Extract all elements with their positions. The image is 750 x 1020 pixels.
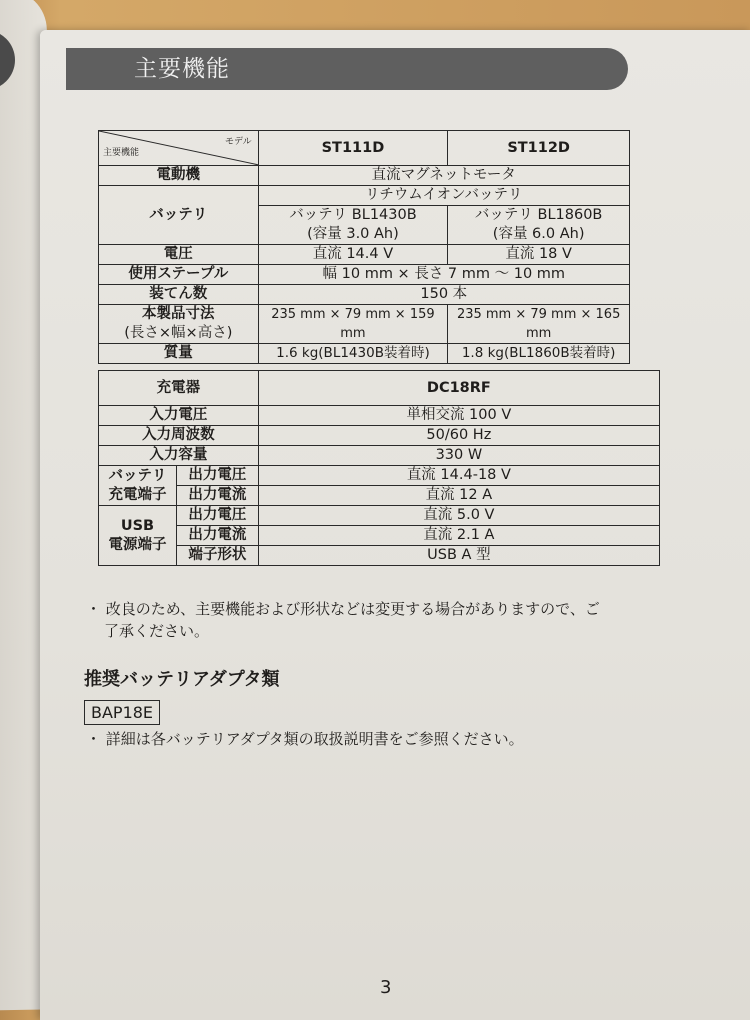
motor-label: 電動機 — [99, 166, 259, 186]
staple-value: 幅 10 mm × 長さ 7 mm ～ 10 mm — [258, 265, 629, 285]
battery-terminal-line1: バッテリ — [108, 467, 167, 484]
charger-model: DC18RF — [258, 371, 659, 406]
input-freq: 50/60 Hz — [258, 426, 659, 446]
input-capacity-label: 入力容量 — [99, 446, 259, 466]
page-title: 主要機能 — [134, 56, 230, 82]
capacity-value: 150 本 — [258, 285, 629, 305]
spec-corner-cell — [99, 131, 259, 166]
input-voltage: 単相交流 100 V — [258, 406, 659, 426]
charger-header-row — [99, 371, 660, 406]
spec-header-row — [99, 131, 630, 166]
voltage-b: 直流 18 V — [448, 245, 630, 265]
battery-out-current: 直流 12 A — [258, 486, 659, 506]
battery-out-current-label: 出力電流 — [176, 486, 258, 506]
battery-terminal-label — [99, 466, 177, 506]
dimensions-b: 235 mm × 79 mm × 165 mm — [448, 305, 630, 344]
mass-b: 1.8 kg(BL1860B装着時) — [448, 344, 630, 364]
battery-out-voltage: 直流 14.4-18 V — [258, 466, 659, 486]
corner-model-label: モデル — [225, 137, 252, 147]
dimensions-a: 235 mm × 79 mm × 159 mm — [258, 305, 448, 344]
battery-a — [258, 206, 448, 245]
section-header — [66, 48, 628, 90]
adapter-model: BAP18E — [91, 703, 154, 722]
input-freq-label: 入力周波数 — [99, 426, 259, 446]
adapter-note: ・ 詳細は各バッテリアダプタ類の取扱説明書をご参照ください。 — [86, 730, 524, 748]
motor-value: 直流マグネットモータ — [258, 166, 629, 186]
usb-out-current: 直流 2.1 A — [258, 526, 659, 546]
battery-out-voltage-label: 出力電圧 — [176, 466, 258, 486]
usb-out-current-label: 出力電流 — [176, 526, 258, 546]
mass-a: 1.6 kg(BL1430B装着時) — [258, 344, 448, 364]
charger-row-input-capacity — [99, 446, 660, 466]
spec-row-mass — [99, 344, 630, 364]
usb-out-voltage: 直流 5.0 V — [258, 506, 659, 526]
charger-row-battery-voltage — [99, 466, 660, 486]
charger-label: 充電器 — [99, 371, 259, 406]
input-voltage-label: 入力電圧 — [99, 406, 259, 426]
charger-row-battery-current — [99, 486, 660, 506]
battery-terminal-line2: 充電端子 — [108, 486, 167, 503]
voltage-label: 電圧 — [99, 245, 259, 265]
charger-row-usb-voltage — [99, 506, 660, 526]
spec-row-voltage — [99, 245, 630, 265]
change-note-line2: 了承ください。 — [104, 622, 210, 640]
battery-label: バッテリ — [99, 186, 259, 245]
charger-row-input-freq — [99, 426, 660, 446]
input-capacity: 330 W — [258, 446, 659, 466]
change-note-line1: ・ 改良のため、主要機能および形状などは変更する場合がありますので、ご — [86, 600, 600, 618]
battery-type: リチウムイオンバッテリ — [258, 186, 629, 206]
usb-terminal-label — [99, 506, 177, 566]
spec-row-motor — [99, 166, 630, 186]
battery-b-model: バッテリ BL1860B — [474, 207, 603, 223]
charger-table — [98, 370, 660, 566]
dimensions-sub: (長さ×幅×高さ) — [124, 325, 233, 341]
page-number: 3 — [380, 977, 392, 998]
terminal-shape-label: 端子形状 — [176, 546, 258, 566]
usb-line1: USB — [120, 517, 155, 534]
usb-line2: 電源端子 — [108, 536, 167, 553]
spec-row-battery-type — [99, 186, 630, 206]
battery-a-model: バッテリ BL1430B — [289, 207, 417, 223]
spec-table — [98, 130, 630, 364]
voltage-a: 直流 14.4 V — [258, 245, 448, 265]
usb-out-voltage-label: 出力電圧 — [176, 506, 258, 526]
adapter-model-box — [84, 700, 160, 725]
battery-b — [448, 206, 630, 245]
charger-row-input-voltage — [99, 406, 660, 426]
battery-b-capacity: (容量 6.0 Ah) — [492, 226, 585, 242]
spec-row-staple — [99, 265, 630, 285]
change-note — [86, 598, 600, 642]
mass-label: 質量 — [99, 344, 259, 364]
staple-label: 使用ステープル — [99, 265, 259, 285]
dimensions-label: 本製品寸法 — [142, 306, 215, 322]
dimensions-label-cell — [99, 305, 259, 344]
capacity-label: 装てん数 — [99, 285, 259, 305]
spec-row-capacity — [99, 285, 630, 305]
spec-row-dimensions — [99, 305, 630, 344]
charger-row-terminal-shape — [99, 546, 660, 566]
model-b: ST112D — [448, 131, 630, 166]
terminal-shape: USB A 型 — [258, 546, 659, 566]
corner-feature-label: 主要機能 — [103, 148, 140, 158]
model-a: ST111D — [258, 131, 448, 166]
charger-row-usb-current — [99, 526, 660, 546]
adapter-title: 推奨バッテリアダプタ類 — [84, 669, 280, 690]
battery-a-capacity: (容量 3.0 Ah) — [307, 226, 399, 242]
